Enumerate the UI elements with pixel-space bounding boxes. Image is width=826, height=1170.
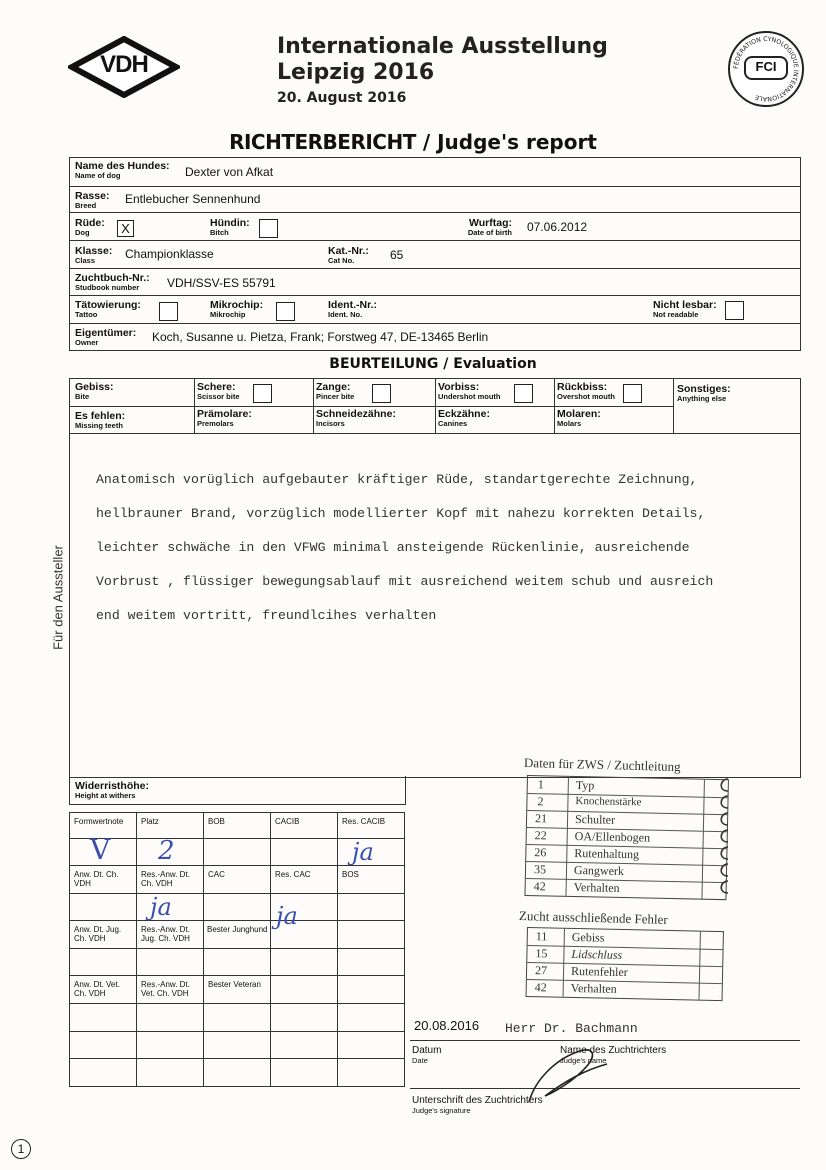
zws-row-4-label: OA/Ellenbogen — [574, 829, 651, 845]
undershot-checkbox[interactable] — [514, 384, 533, 403]
zws-row-4-no: 22 — [534, 828, 547, 843]
evaluation-line: hellbrauner Brand, vorzüglich modellierter Kopf mit nahezu korrekten Details, — [96, 506, 706, 521]
tattoo-label: Tätowierung: Tattoo — [75, 299, 141, 319]
zws-row-2-label: Knochenstärke — [575, 795, 642, 809]
pincer-checkbox[interactable] — [372, 384, 391, 403]
evaluation-line: leichter schwäche in den VFWG minimal ansteigende Rückenlinie, ausreichende — [96, 540, 690, 555]
res-cacib-header: Res. CACIB — [342, 817, 386, 826]
fault-row-2-no: 15 — [535, 946, 548, 961]
zws-title: Daten für ZWS / Zuchtleitung — [523, 754, 681, 775]
owner-value: Koch, Susanne u. Pietza, Frank; Forstweg 47, DE-13465 Berlin — [152, 330, 489, 344]
judge-name-label: Name des Zuchtrichters Judge's name — [560, 1045, 667, 1065]
zws-table — [524, 775, 728, 900]
signature-label: Unterschrift des Zuchtrichters Judge's signature — [412, 1095, 543, 1115]
fci-seal-text: FCI — [755, 59, 777, 74]
pincer-label: Zange: Pincer bite — [316, 381, 355, 401]
class-label: Klasse: Class — [75, 245, 113, 265]
date-label: Datum Date — [412, 1045, 442, 1065]
handwritten-res-cacib: ja — [352, 838, 374, 866]
handwritten-res-cac: ja — [276, 902, 298, 930]
zws-row-7-label: Verhalten — [573, 880, 620, 895]
fci-seal — [728, 31, 804, 107]
fault-row-4-no: 42 — [534, 980, 547, 995]
dog-name-value: Dexter von Afkat — [185, 165, 274, 179]
dog-name-label: Name des Hundes: Name of dog — [75, 160, 170, 180]
zws-row-5-no: 26 — [534, 845, 547, 860]
catno-label: Kat.-Nr.: Cat No. — [328, 245, 369, 265]
report-title-slash: / — [415, 130, 438, 154]
incisor-label: Schneidezähne: Incisors — [316, 408, 396, 428]
vdh-logo-text: VDH — [100, 51, 148, 78]
evaluation-line: end weitem vortritt, freundlcihes verhalten — [96, 608, 437, 623]
whelp-value: 07.06.2012 — [527, 220, 588, 234]
breed-label: Rasse: Breed — [75, 190, 110, 210]
chip-checkbox[interactable] — [276, 302, 295, 321]
report-title-main: RICHTERBERICHT — [229, 130, 416, 154]
zws-check-marks — [702, 775, 742, 897]
bos-header: BOS — [342, 870, 359, 879]
res-cac-header: Res. CAC — [275, 870, 311, 879]
breed-value: Entlebucher Sennenhund — [125, 192, 261, 206]
ident-label: Ident.-Nr.: Ident. No. — [328, 299, 377, 319]
side-label: Für den Aussteller — [50, 545, 66, 650]
evaluation-text — [96, 454, 713, 641]
female-checkbox[interactable] — [259, 219, 278, 238]
zws-row-2-no: 2 — [537, 794, 544, 809]
male-label: Rüde: Dog — [75, 217, 105, 237]
overshot-label: Rückbiss: Overshot mouth — [557, 381, 615, 401]
zws-row-6-no: 35 — [533, 862, 547, 877]
res-anw-vet-header: Res.-Anw. Dt. Vet. Ch. VDH — [141, 980, 190, 998]
res-anw-jug-header: Res.-Anw. Dt. Jug. Ch. VDH — [141, 925, 190, 943]
missing-teeth-label: Es fehlen: Missing teeth — [75, 410, 126, 430]
zws-row-1-label: Typ — [575, 778, 595, 793]
report-title-sub: Judge's report — [437, 130, 597, 154]
overshot-checkbox[interactable] — [623, 384, 642, 403]
canine-label: Eckzähne: Canines — [438, 408, 490, 428]
molar-label: Molaren: Molars — [557, 408, 601, 428]
anw-jug-header: Anw. Dt. Jug. Ch. VDH — [74, 925, 122, 943]
bob-header: BOB — [208, 817, 225, 826]
unreadable-label: Nicht lesbar: Not readable — [653, 299, 717, 319]
studbook-value: VDH/SSV-ES 55791 — [167, 276, 276, 290]
fault-row-4-label: Verhalten — [570, 980, 617, 996]
handwritten-res-anw: ja — [150, 893, 172, 921]
unreadable-checkbox[interactable] — [725, 301, 744, 320]
show-title-line1: Internationale Ausstellung — [277, 34, 608, 59]
chip-label: Mikrochip: Mikrochip — [210, 299, 264, 319]
zws-faults-table — [526, 927, 724, 1001]
class-value: Championklasse — [125, 247, 214, 261]
best-veteran-header: Bester Veteran — [208, 980, 261, 989]
best-junior-header: Bester Junghund — [207, 925, 268, 934]
res-anw-ch-header: Res.-Anw. Dt. Ch. VDH — [141, 870, 190, 888]
handwritten-grade: V — [90, 833, 111, 866]
male-checkbox[interactable]: X — [117, 220, 134, 237]
show-title-line2: Leipzig 2016 — [277, 60, 435, 85]
scissor-label: Schere: Scissor bite — [197, 381, 240, 401]
sign-date-value: 20.08.2016 — [414, 1018, 480, 1033]
zws-row-6-label: Gangwerk — [573, 863, 625, 879]
page-number: 1 — [11, 1139, 31, 1159]
fci-ring-text: FÉDÉRATION CYNOLOGIQUE INTERNATIONALE — [732, 35, 800, 103]
other-label: Sonstiges: Anything else — [677, 383, 731, 403]
evaluation-line: Anatomisch vorüglich aufgebauter kräftiger Rüde, standartgerechte Zeichnung, — [96, 472, 698, 487]
judge-signature — [515, 1040, 625, 1110]
tattoo-checkbox[interactable] — [159, 302, 178, 321]
studbook-label: Zuchtbuch-Nr.: Studbook number — [75, 272, 150, 292]
report-title — [0, 130, 826, 154]
zws-faults-title: Zucht ausschließende Fehler — [518, 908, 668, 927]
undershot-label: Vorbiss: Undershot mouth — [438, 381, 501, 401]
cacib-header: CACIB — [275, 817, 300, 826]
fault-row-1-label: Gebiss — [571, 929, 605, 945]
evaluation-line: Vorbrust , flüssiger bewegungsablauf mit ausreichend weitem schub und ausreich — [96, 574, 714, 589]
zws-row-5-label: Rutenhaltung — [574, 846, 640, 862]
evaluation-title: BEURTEILUNG / Evaluation — [329, 356, 537, 372]
fault-row-3-no: 27 — [534, 963, 548, 978]
handwritten-place: 2 — [158, 836, 175, 866]
zws-row-3-no: 21 — [534, 811, 548, 826]
premolar-label: Prämolare: Premolars — [197, 408, 252, 428]
zws-row-1-no: 1 — [537, 777, 544, 792]
zws-row-3-label: Schulter — [574, 812, 616, 827]
height-label: Widerristhöhe: Height at withers — [75, 780, 149, 800]
fault-row-2-label: Lidschluss — [571, 946, 623, 962]
whelp-label: Wurftag: Date of birth — [467, 217, 512, 237]
cac-header: CAC — [208, 870, 225, 879]
scissor-checkbox[interactable] — [253, 384, 272, 403]
place-header: Platz — [141, 817, 159, 826]
zws-row-7-no: 42 — [533, 879, 546, 894]
owner-label: Eigentümer: Owner — [75, 327, 137, 347]
catno-value: 65 — [390, 248, 404, 262]
fault-row-1-no: 11 — [535, 929, 548, 944]
grade-header: Formwertnote — [74, 817, 124, 826]
female-label: Hündin: Bitch — [210, 217, 250, 237]
anw-vet-header: Anw. Dt. Vet. Ch. VDH — [74, 980, 120, 998]
bite-label: Gebiss: Bite — [75, 381, 114, 401]
judge-name-value: Herr Dr. Bachmann — [505, 1021, 638, 1036]
show-date: 20. August 2016 — [277, 90, 407, 106]
anw-ch-header: Anw. Dt. Ch. VDH — [74, 870, 119, 888]
fault-row-3-label: Rutenfehler — [570, 963, 628, 980]
